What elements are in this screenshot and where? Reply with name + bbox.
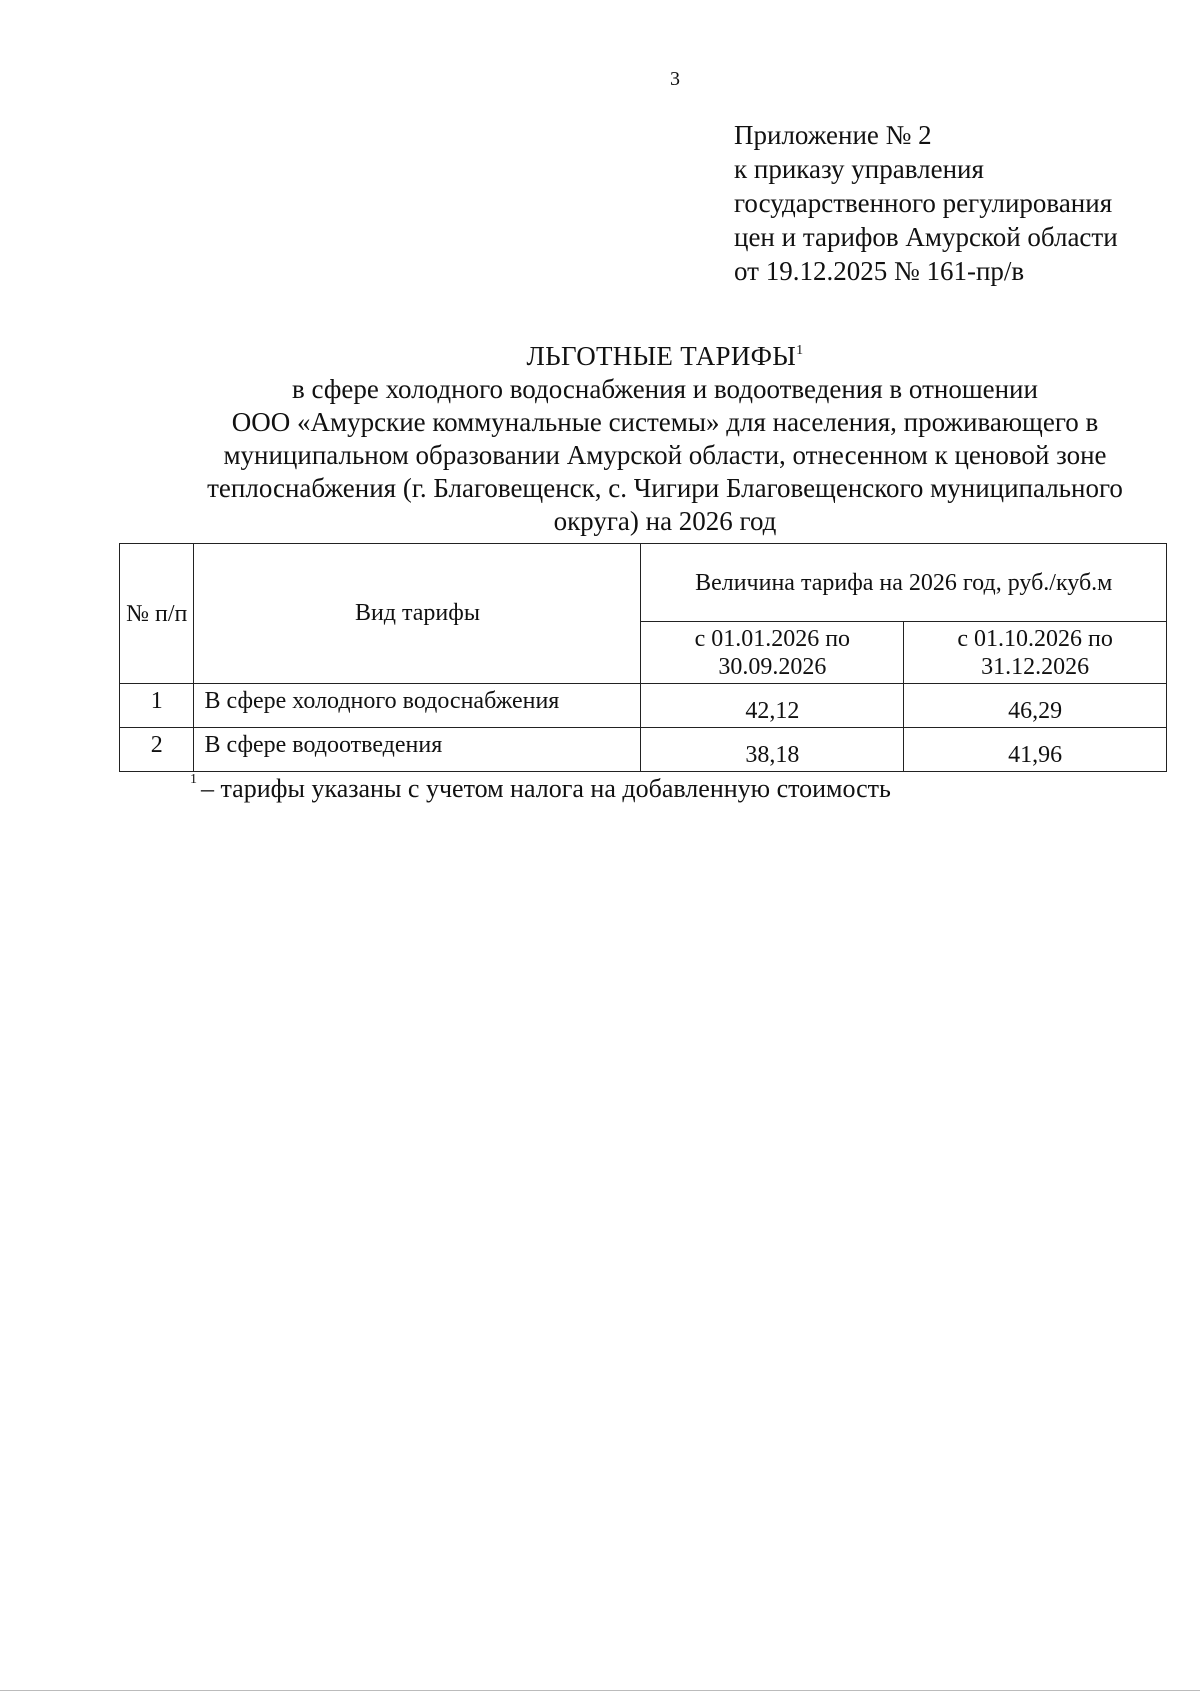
header-tariff-value: Величина тарифа на 2026 год, руб./куб.м <box>641 544 1167 622</box>
header-period-1: с 01.01.2026 по 30.09.2026 <box>641 622 904 684</box>
footnote-mark: 1 <box>190 772 197 787</box>
subtitle-line: в сфере холодного водоснабжения и водоотведения в отношении <box>292 374 1038 404</box>
row-tariff-kind: В сфере холодного водоснабжения <box>194 684 641 728</box>
appendix-line: цен и тарифов Амурской области <box>734 222 1118 252</box>
row-value-period-2: 46,29 <box>904 684 1167 728</box>
appendix-line: к приказу управления <box>734 154 984 184</box>
footnote-text: – тарифы указаны с учетом налога на добавленную стоимость <box>201 774 891 803</box>
page-number: 3 <box>670 68 680 90</box>
tariff-table <box>119 543 1167 772</box>
appendix-line: от 19.12.2025 № 161-пр/в <box>734 256 1025 286</box>
row-value-period-2: 41,96 <box>904 728 1167 772</box>
subtitle-line: округа) на 2026 год <box>553 506 777 536</box>
title-footnote-mark: 1 <box>796 343 804 358</box>
row-value-period-1: 38,18 <box>641 728 904 772</box>
header-number: № п/п <box>120 544 194 684</box>
table-row <box>120 728 1167 772</box>
row-number: 2 <box>120 728 194 772</box>
subtitle-line: ООО «Амурские коммунальные системы» для населения, проживающего в <box>231 407 1099 437</box>
row-tariff-kind: В сфере водоотведения <box>194 728 641 772</box>
appendix-reference <box>734 118 1174 288</box>
table-header-row <box>120 544 1167 622</box>
table-row <box>120 684 1167 728</box>
header-period-2: с 01.10.2026 по 31.12.2026 <box>904 622 1167 684</box>
row-number: 1 <box>120 684 194 728</box>
subtitle-line: муниципальном образовании Амурской области, отнесенном к ценовой зоне <box>223 440 1107 470</box>
appendix-line: Приложение № 2 <box>734 120 932 150</box>
appendix-line: государственного регулирования <box>734 188 1113 218</box>
row-value-period-1: 42,12 <box>641 684 904 728</box>
scan-edge-line <box>0 1690 1200 1691</box>
subtitle-line: теплоснабжения (г. Благовещенск, с. Чигири Благовещенского муниципального <box>207 473 1123 503</box>
footnote <box>190 774 1090 804</box>
header-tariff-kind: Вид тарифы <box>194 544 641 684</box>
document-heading <box>160 340 1170 538</box>
title-text: ЛЬГОТНЫЕ ТАРИФЫ <box>526 341 797 371</box>
document-title <box>160 340 1170 373</box>
